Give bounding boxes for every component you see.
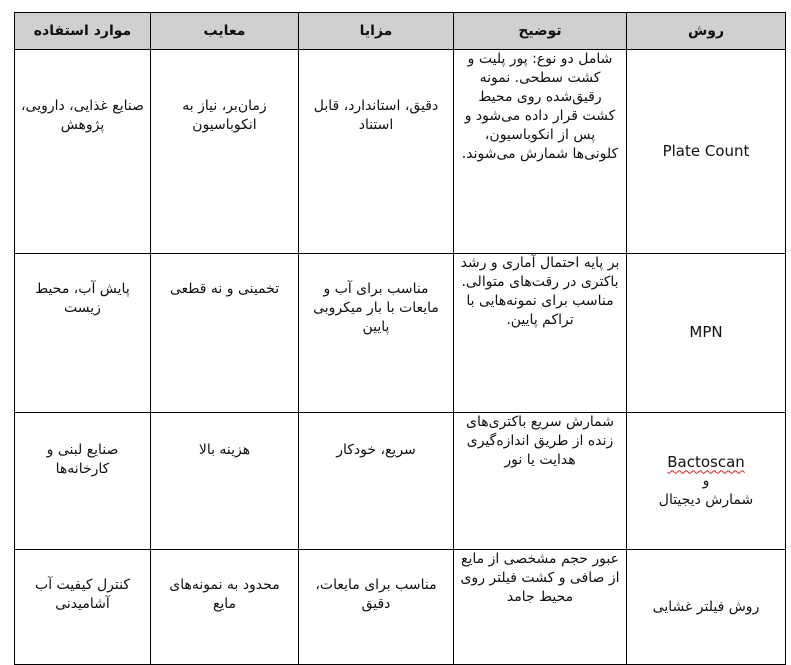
method-connector: و — [702, 472, 710, 489]
table-row — [15, 413, 786, 550]
cell-description: شمارش سریع باکتری‌های زنده از طریق اندازه‌گیری هدایت یا نور — [454, 413, 627, 550]
cell-disadvantages: زمان‌بر، نیاز به انکوباسیون — [151, 50, 299, 254]
cell-advantages: مناسب برای آب و مایعات با بار میکروبی پایین — [299, 254, 454, 413]
cell-advantages: دقیق، استاندارد، قابل استناد — [299, 50, 454, 254]
cell-applications: صنایع غذایی، دارویی، پژوهش — [15, 50, 151, 254]
cell-description: شامل دو نوع: پور پلیت و کشت سطحی. نمونه رقیق‌شده روی محیط کشت قرار داده می‌شود و پس از انکوباسیون، کلونی‌ها شمارش می‌شوند. — [454, 50, 627, 254]
header-advantages: مزایا — [299, 13, 454, 50]
cell-method — [627, 413, 786, 550]
header-description: توضیح — [454, 13, 627, 50]
method-name: MPN — [689, 323, 723, 341]
method-alt-name: شمارش دیجیتال — [658, 491, 754, 508]
method-name: Plate Count — [662, 141, 750, 160]
cell-disadvantages: تخمینی و نه قطعی — [151, 254, 299, 413]
cell-method — [627, 254, 786, 413]
method-name: Bactoscan — [667, 452, 745, 471]
cell-applications: کنترل کیفیت آب آشامیدنی — [15, 550, 151, 665]
method-name: روش فیلتر غشایی — [652, 598, 760, 615]
cell-description: بر پایه احتمال آماری و رشد باکتری در رقت‌های متوالی. مناسب برای نمونه‌هایی با تراکم پایین. — [454, 254, 627, 413]
cell-advantages: سریع، خودکار — [299, 413, 454, 550]
header-method: روش — [627, 13, 786, 50]
table-row — [15, 50, 786, 254]
methods-comparison-table — [14, 12, 786, 665]
cell-disadvantages: هزینه بالا — [151, 413, 299, 550]
table-row — [15, 550, 786, 665]
cell-applications: صنایع لبنی و کارخانه‌ها — [15, 413, 151, 550]
cell-advantages: مناسب برای مایعات، دقیق — [299, 550, 454, 665]
cell-description: عبور حجم مشخصی از مایع از صافی و کشت فیلتر روی محیط جامد — [454, 550, 627, 665]
table-row — [15, 254, 786, 413]
cell-disadvantages: محدود به نمونه‌های مایع — [151, 550, 299, 665]
cell-method — [627, 50, 786, 254]
cell-applications: پایش آب، محیط زیست — [15, 254, 151, 413]
cell-method — [627, 550, 786, 665]
header-applications: موارد استفاده — [15, 13, 151, 50]
header-disadvantages: معایب — [151, 13, 299, 50]
header-row — [15, 13, 786, 50]
